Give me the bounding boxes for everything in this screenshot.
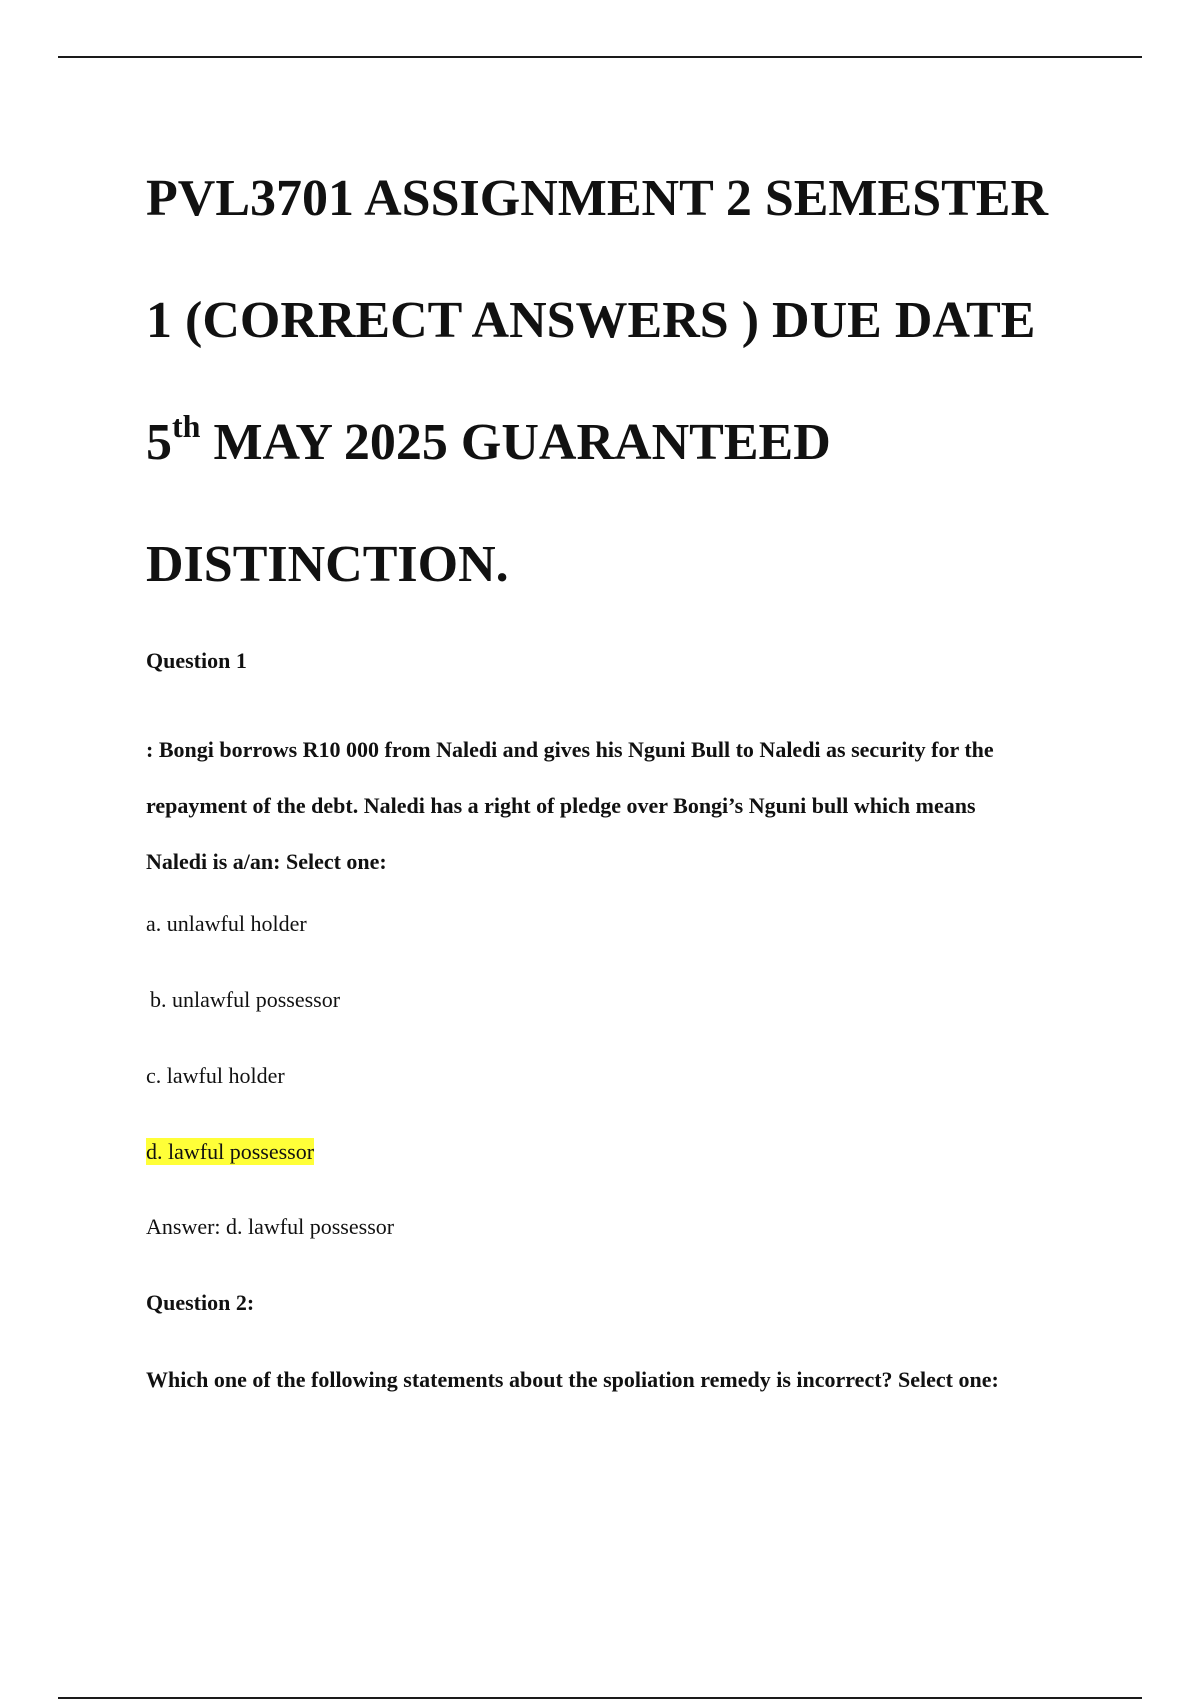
title-line-4: DISTINCTION. [146, 536, 509, 593]
option-b: b. unlawful possessor [150, 987, 341, 1012]
highlighted-correct-option: d. lawful possessor [146, 1139, 315, 1164]
question-1-heading: Question 1 [146, 648, 247, 673]
title-line-3-rest: MAY 2025 GUARANTEED [200, 414, 831, 471]
question-1-text [146, 722, 1096, 890]
title-line-1: PVL3701 ASSIGNMENT 2 SEMESTER [146, 170, 1049, 227]
question-1-text-line: : Bongi borrows R10 000 from Naledi and gives his Nguni Bull to Naledi as security for the [146, 737, 994, 762]
option-a: a. unlawful holder [146, 911, 307, 936]
title-day: 5 [146, 414, 172, 471]
document-title [146, 138, 1146, 626]
question-2-heading: Question 2: [146, 1290, 255, 1315]
top-rule [58, 56, 1142, 58]
title-line-2: 1 (CORRECT ANSWERS ) DUE DATE [146, 292, 1036, 349]
title-ordinal-suffix: th [172, 407, 201, 444]
question-1-answer: Answer: d. lawful possessor [146, 1214, 395, 1239]
question-1-text-line: Naledi is a/an: Select one: [146, 849, 387, 874]
title-line-3 [146, 382, 1146, 504]
question-1-text-line: repayment of the debt. Naledi has a right of pledge over Bongi’s Nguni bull which means [146, 793, 976, 818]
question-2-text: Which one of the following statements about the spoliation remedy is incorrect? Select one: [146, 1367, 999, 1392]
option-c: c. lawful holder [146, 1063, 285, 1088]
option-d [146, 1139, 1146, 1165]
bottom-rule [58, 1697, 1142, 1699]
